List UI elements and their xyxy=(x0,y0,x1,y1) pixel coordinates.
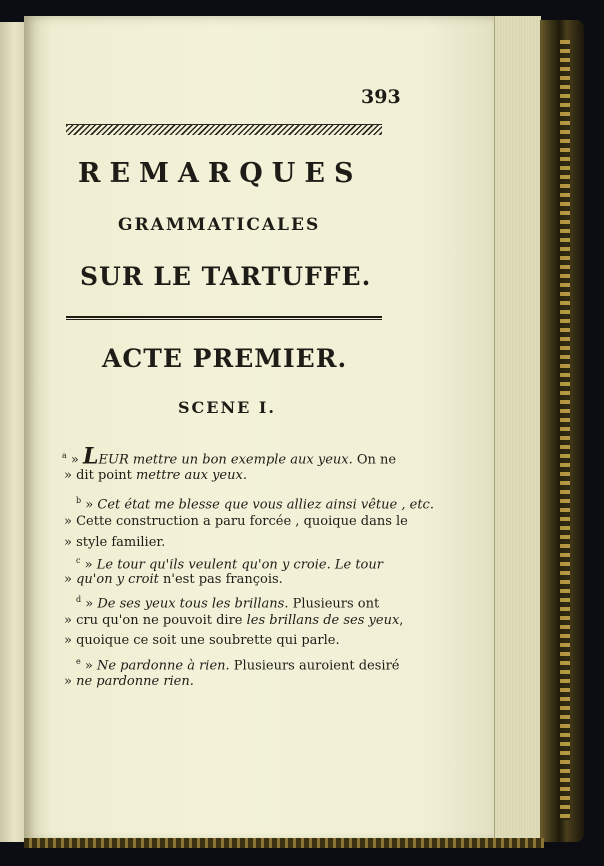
gilt-bottom-edge xyxy=(24,838,544,848)
title-line-3: SUR LE TARTUFFE. xyxy=(80,262,372,291)
note-text: cru qu'on ne pouvoit dire xyxy=(76,613,247,628)
page-number: 393 xyxy=(361,86,401,108)
note-text: On ne xyxy=(352,452,397,468)
quote-mark: » xyxy=(84,557,93,573)
title-line-2: GRAMMATICALES xyxy=(118,215,321,235)
page-edges xyxy=(494,16,541,842)
previous-page-edge xyxy=(0,22,25,842)
note-marker: a xyxy=(62,451,67,460)
quote-mark: » xyxy=(64,674,72,689)
note-text: Plusieurs auroient desiré xyxy=(229,658,400,674)
quote-mark: » xyxy=(64,514,72,529)
note-line xyxy=(62,553,383,573)
book-page xyxy=(24,16,494,842)
note-text: Cette construction a paru forcée , quoique dans le xyxy=(76,514,408,529)
note-text: n'est pas françois. xyxy=(158,572,283,587)
note-marker: d xyxy=(76,595,82,604)
note-text: , xyxy=(399,613,404,628)
double-rule xyxy=(66,316,382,320)
act-heading: ACTE PREMIER. xyxy=(102,344,348,373)
note-line xyxy=(64,633,340,649)
note-line xyxy=(64,572,283,588)
quote-mark: » xyxy=(64,613,72,628)
note-text: les brillans de ses yeux xyxy=(246,613,400,628)
scene-heading: SCENE I. xyxy=(178,398,276,417)
title-line-1: REMARQUES xyxy=(78,158,363,189)
note-text: quoique ce soit une soubrette qui parle. xyxy=(76,633,340,648)
quote-mark: » xyxy=(84,658,93,674)
note-text: style familier. xyxy=(76,535,166,550)
note-text: Cet état me blesse que vous alliez ainsi vêtue , etc. xyxy=(97,497,434,513)
note-marker: e xyxy=(76,657,81,666)
quote-mark: » xyxy=(85,497,94,513)
note-text: Ne pardonne à rien. xyxy=(96,658,230,674)
note-text: dit point xyxy=(76,468,136,483)
ornamental-rule xyxy=(66,124,382,135)
note-text: Le tour qu'ils veulent qu'on y croie. Le tour xyxy=(96,557,383,573)
note-line xyxy=(62,493,434,513)
gilt-decoration xyxy=(560,40,570,820)
note-text: Plusieurs ont xyxy=(288,596,380,612)
quote-mark: » xyxy=(70,452,79,468)
note-marker: c xyxy=(76,556,81,565)
quote-mark: » xyxy=(64,468,72,483)
note-line xyxy=(62,443,397,470)
note-text: EUR mettre un bon exemple aux yeux. xyxy=(98,452,353,468)
note-line xyxy=(62,654,399,674)
note-text: qu'on y croit xyxy=(76,572,159,587)
note-line xyxy=(64,674,194,690)
note-line xyxy=(64,514,408,530)
quote-mark: » xyxy=(64,572,72,587)
note-text: ne pardonne rien. xyxy=(76,674,194,689)
note-text: mettre aux yeux. xyxy=(135,468,247,483)
note-text: L xyxy=(83,443,99,470)
quote-mark: » xyxy=(64,535,72,550)
quote-mark: » xyxy=(85,596,94,612)
note-line xyxy=(62,592,379,612)
note-marker: b xyxy=(76,496,82,505)
note-text: De ses yeux tous les brillans. xyxy=(97,596,289,612)
note-line xyxy=(64,535,165,551)
note-line xyxy=(64,613,403,629)
quote-mark: » xyxy=(64,633,72,648)
note-line xyxy=(64,468,247,484)
